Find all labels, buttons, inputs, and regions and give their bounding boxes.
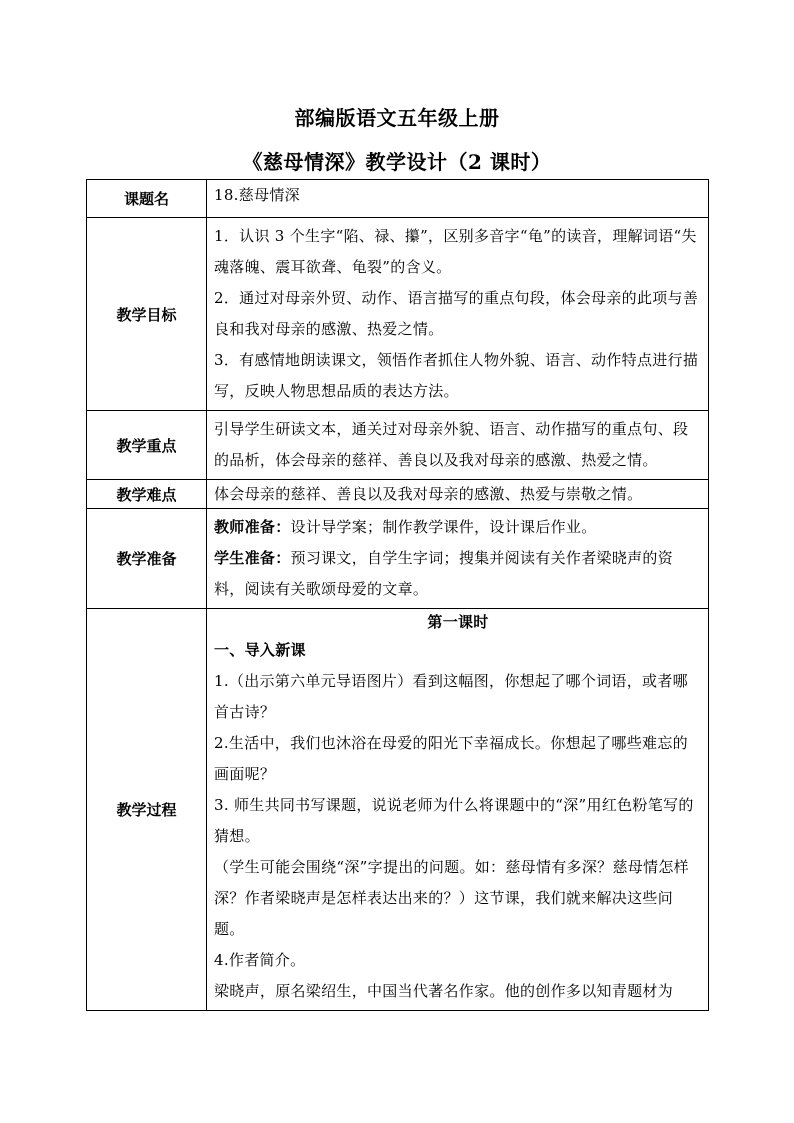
table-row-process: [87, 609, 709, 1011]
process-paragraph: （学生可能会围绕“深”字提出的问题。如：慈母情有多深？慈母情怎样深？作者梁晓声是怎样表达出来的？）这节课，我们就来解决这些问题。: [214, 858, 689, 938]
student-preparation-text: 预习课文，自学生字词；搜集并阅读有关作者梁晓声的资料，阅读有关歌颂母爱的文章。: [214, 549, 674, 598]
row-label-process: 教学过程: [87, 609, 207, 1011]
goal-item: 3．有感情地朗读课文，领悟作者抓住人物外貌、语言、动作特点进行描写，反映人物思想品质的表达方法。: [214, 351, 699, 400]
lesson-title: 第一课时: [427, 613, 489, 631]
row-value-difficulties: 体会母亲的慈祥、善良以及我对母亲的感激、热爱与崇敬之情。: [207, 480, 709, 509]
process-paragraph: 2.生活中，我们也沐浴在母爱的阳光下幸福成长。你想起了哪些难忘的画面呢？: [214, 734, 688, 783]
process-paragraph: 1.（出示第六单元导语图片）看到这幅图，你想起了哪个词语，或者哪首古诗？: [214, 672, 688, 721]
process-paragraph: 3. 师生共同书写课题，说说老师为什么将课题中的“深”用红色粉笔写的猜想。: [214, 796, 694, 845]
document-subtitle: 《慈母情深》教学设计（2 课时）: [242, 150, 552, 174]
table-row-key-points: [87, 411, 709, 480]
student-preparation-lead: 学生准备：: [214, 549, 291, 567]
row-value-process: [207, 609, 709, 1011]
row-value-topic: 18.慈母情深: [207, 180, 709, 218]
teacher-preparation-lead: 教师准备：: [214, 518, 291, 536]
table-row-goals: [87, 218, 709, 411]
teacher-preparation: [214, 512, 702, 543]
document-title: 部编版语文五年级上册: [294, 106, 500, 130]
table-row-preparation: [87, 509, 709, 609]
process-paragraph: 梁晓声，原名梁绍生，中国当代著名作家。他的创作多以知青题材为: [214, 982, 674, 1000]
row-label-preparation: 教学准备: [87, 509, 207, 609]
row-label-goals: 教学目标: [87, 218, 207, 411]
process-paragraph: 4.作者简介。: [214, 951, 306, 969]
table-row-topic: [87, 180, 709, 218]
student-preparation: [214, 543, 702, 605]
goal-item: 1．认识 3 个生字“陷、禄、攥”，区别多音字“龟”的读音，理解词语“失魂落魄、震耳欲聋、龟裂”的含义。: [214, 227, 697, 276]
section-title: 一、导入新课: [214, 641, 306, 659]
row-value-key-points: 引导学生研读文本，通关过对母亲外貌、语言、动作描写的重点句、段的品析，体会母亲的慈祥、善良以及我对母亲的感激、热爱之情。: [207, 411, 709, 480]
lesson-plan-table: [86, 179, 709, 1011]
teacher-preparation-text: 设计导学案；制作教学课件，设计课后作业。: [290, 518, 597, 536]
row-label-topic: 课题名: [87, 180, 207, 218]
table-row-difficulties: [87, 480, 709, 509]
row-label-difficulties: 教学难点: [87, 480, 207, 509]
row-value-goals: [207, 218, 709, 411]
row-label-key-points: 教学重点: [87, 411, 207, 480]
row-value-preparation: [207, 509, 709, 609]
goal-item: 2．通过对母亲外贸、动作、语言描写的重点句段，体会母亲的此项与善良和我对母亲的感激、热爱之情。: [214, 289, 699, 338]
